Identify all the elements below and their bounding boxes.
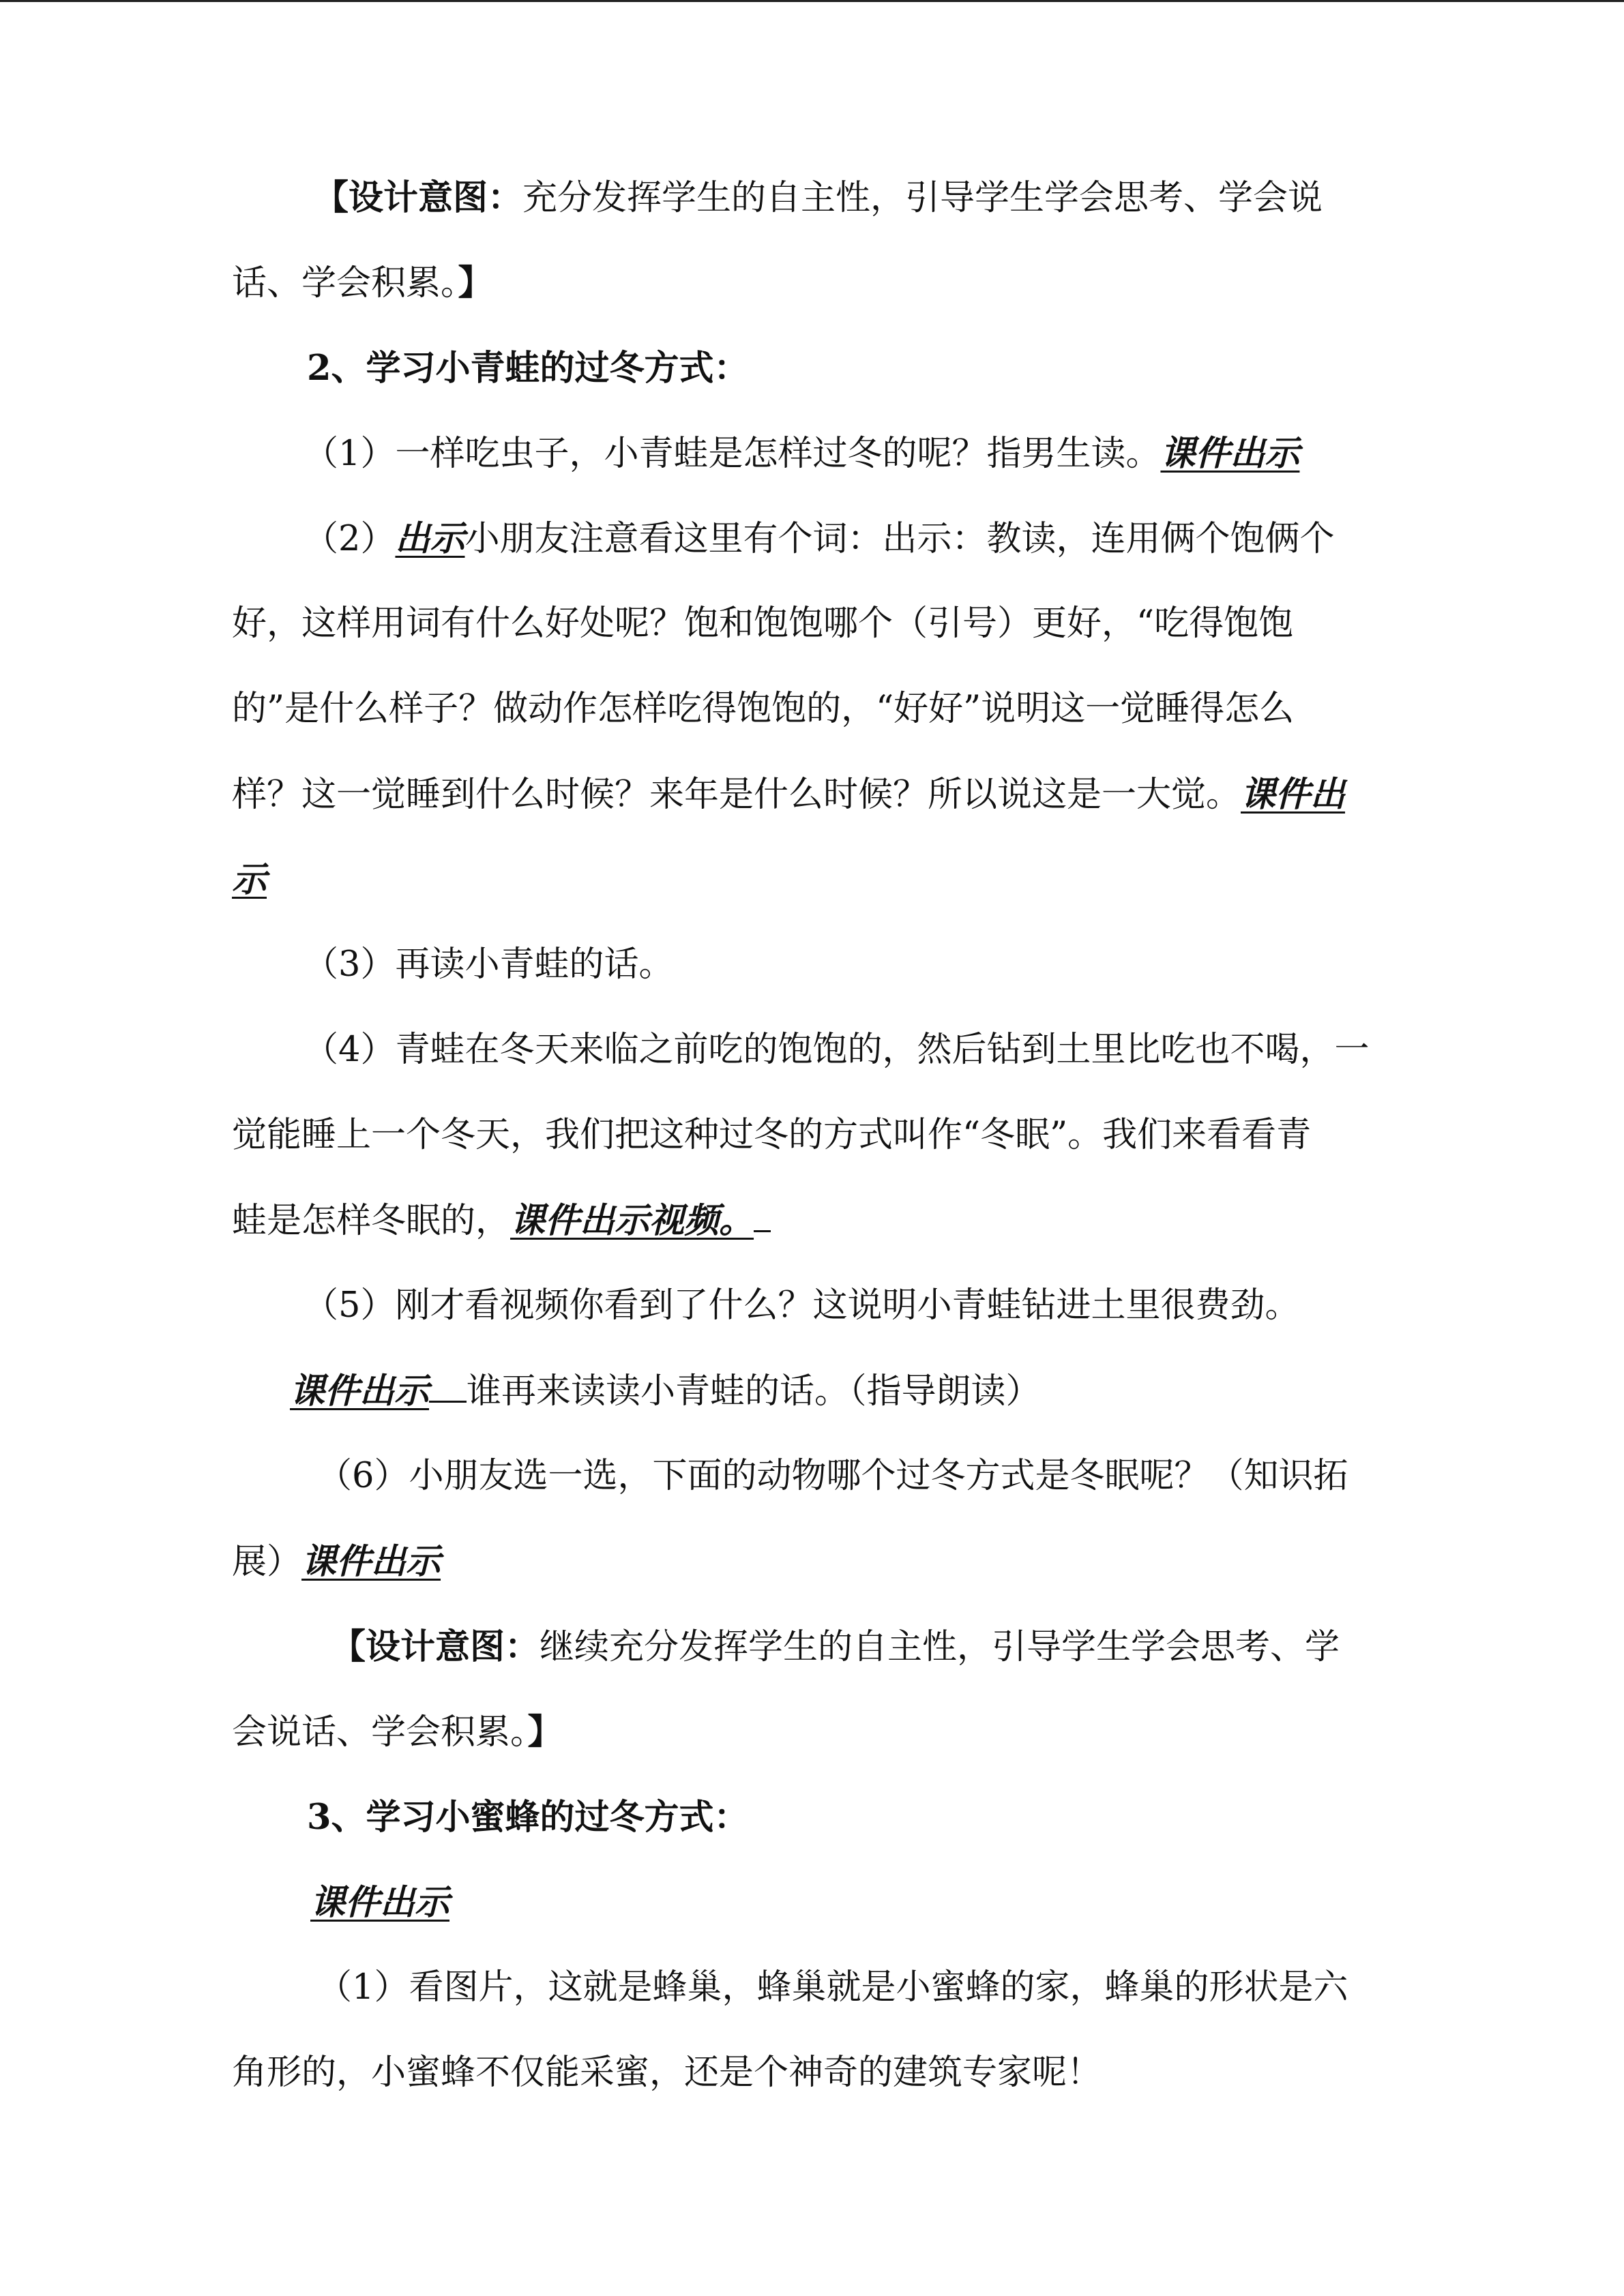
design-intent-label: 【设计意图：	[331, 1626, 540, 1667]
paragraph-text: 小朋友注意看这里有个词：出示：教读，连用俩个饱俩个	[464, 519, 1335, 559]
section-3-paragraph-1-line-2: 角形的，小蜜蜂不仅能采蜜，还是个神奇的建筑专家呢！	[232, 2053, 1102, 2093]
paragraph-4-line-2: 觉能睡上一个冬天，我们把这种过冬的方式叫作“冬眠”。我们来看看青	[232, 1115, 1312, 1155]
courseware-keyword: 课件出示	[310, 1882, 450, 1923]
design-intent-text: 话、学会积累。	[232, 263, 458, 303]
courseware-keyword: 课件出	[1241, 774, 1346, 815]
design-intent-label: 【设计意图：	[314, 177, 523, 218]
show-keyword: 出示	[395, 518, 465, 559]
courseware-keyword: 课件出示	[290, 1371, 430, 1412]
section-2-heading: 2、学习小青蛙的过冬方式：	[307, 348, 749, 389]
paragraph-6-line-1: （6）小朋友选一选，下面的动物哪个过冬方式是冬眠呢？（知识拓	[317, 1456, 1348, 1496]
design-intent-2-line-2	[232, 1708, 563, 1756]
design-intent-text: 继续充分发挥学生的自主性，引导学生学会思考、学	[540, 1627, 1340, 1667]
paragraph-2-line-2: 好，这样用词有什么好处呢？饱和饱饱哪个（引号）更好，“吃得饱饱	[232, 603, 1294, 644]
paragraph-text: 样？这一觉睡到什么时候？来年是什么时候？所以说这是一大觉。	[232, 775, 1241, 815]
paragraph-1	[304, 430, 1299, 477]
design-intent-2-line-1	[331, 1623, 1340, 1671]
paragraph-5-followup	[290, 1367, 1041, 1415]
design-intent-1-line-2	[232, 259, 493, 307]
underline-spacer	[754, 1197, 771, 1232]
design-intent-end: 】	[527, 1712, 563, 1753]
paragraph-4-line-1: （4）青蛙在冬天来临之前吃的饱饱的，然后钻到土里比吃也不喝，一	[304, 1030, 1370, 1070]
paragraph-text: 蛙是怎样冬眠的，	[232, 1201, 511, 1241]
underline-spacer	[429, 1368, 467, 1403]
section-3-heading: 3、学习小蜜蜂的过冬方式：	[307, 1797, 749, 1838]
courseware-video-keyword: 课件出示视频。	[510, 1200, 754, 1241]
page-top-border	[0, 0, 1624, 2]
paragraph-6-line-2	[232, 1538, 441, 1585]
section-3-paragraph-1-line-1: （1）看图片，这就是蜂巢，蜂巢就是小蜜蜂的家，蜂巢的形状是六	[317, 1967, 1348, 2008]
design-intent-text: 充分发挥学生的自主性，引导学生学会思考、学会说	[522, 178, 1323, 218]
design-intent-1-line-1	[314, 174, 1323, 222]
courseware-keyword: 示	[232, 859, 267, 900]
paragraph-5: （5）刚才看视频你看到了什么？这说明小青蛙钻进土里很费劲。	[304, 1285, 1300, 1326]
courseware-keyword: 课件出示	[1160, 433, 1300, 474]
paragraph-3: （3）再读小青蛙的话。	[304, 944, 674, 985]
paragraph-text: 展）	[232, 1542, 302, 1582]
paragraph-text: （1）一样吃虫子，小青蛙是怎样过冬的呢？指男生读。	[304, 434, 1161, 474]
paragraph-4-line-3	[232, 1197, 771, 1244]
design-intent-text: 会说话、学会积累。	[232, 1712, 528, 1753]
section-3-courseware	[310, 1879, 449, 1926]
paragraph-2-line-3: 的”是什么样子？做动作怎样吃得饱饱的，“好好”说明这一觉睡得怎么	[232, 689, 1295, 729]
paragraph-text: 谁再来读读小青蛙的话。（指导朗读）	[467, 1371, 1041, 1412]
paragraph-2-line-4	[232, 771, 1345, 818]
courseware-keyword: 课件出示	[301, 1541, 441, 1582]
design-intent-end: 】	[458, 263, 493, 303]
paragraph-2-line-5	[232, 856, 267, 904]
paragraph-2-line-1	[304, 515, 1334, 563]
paragraph-text: （2）	[304, 519, 396, 559]
